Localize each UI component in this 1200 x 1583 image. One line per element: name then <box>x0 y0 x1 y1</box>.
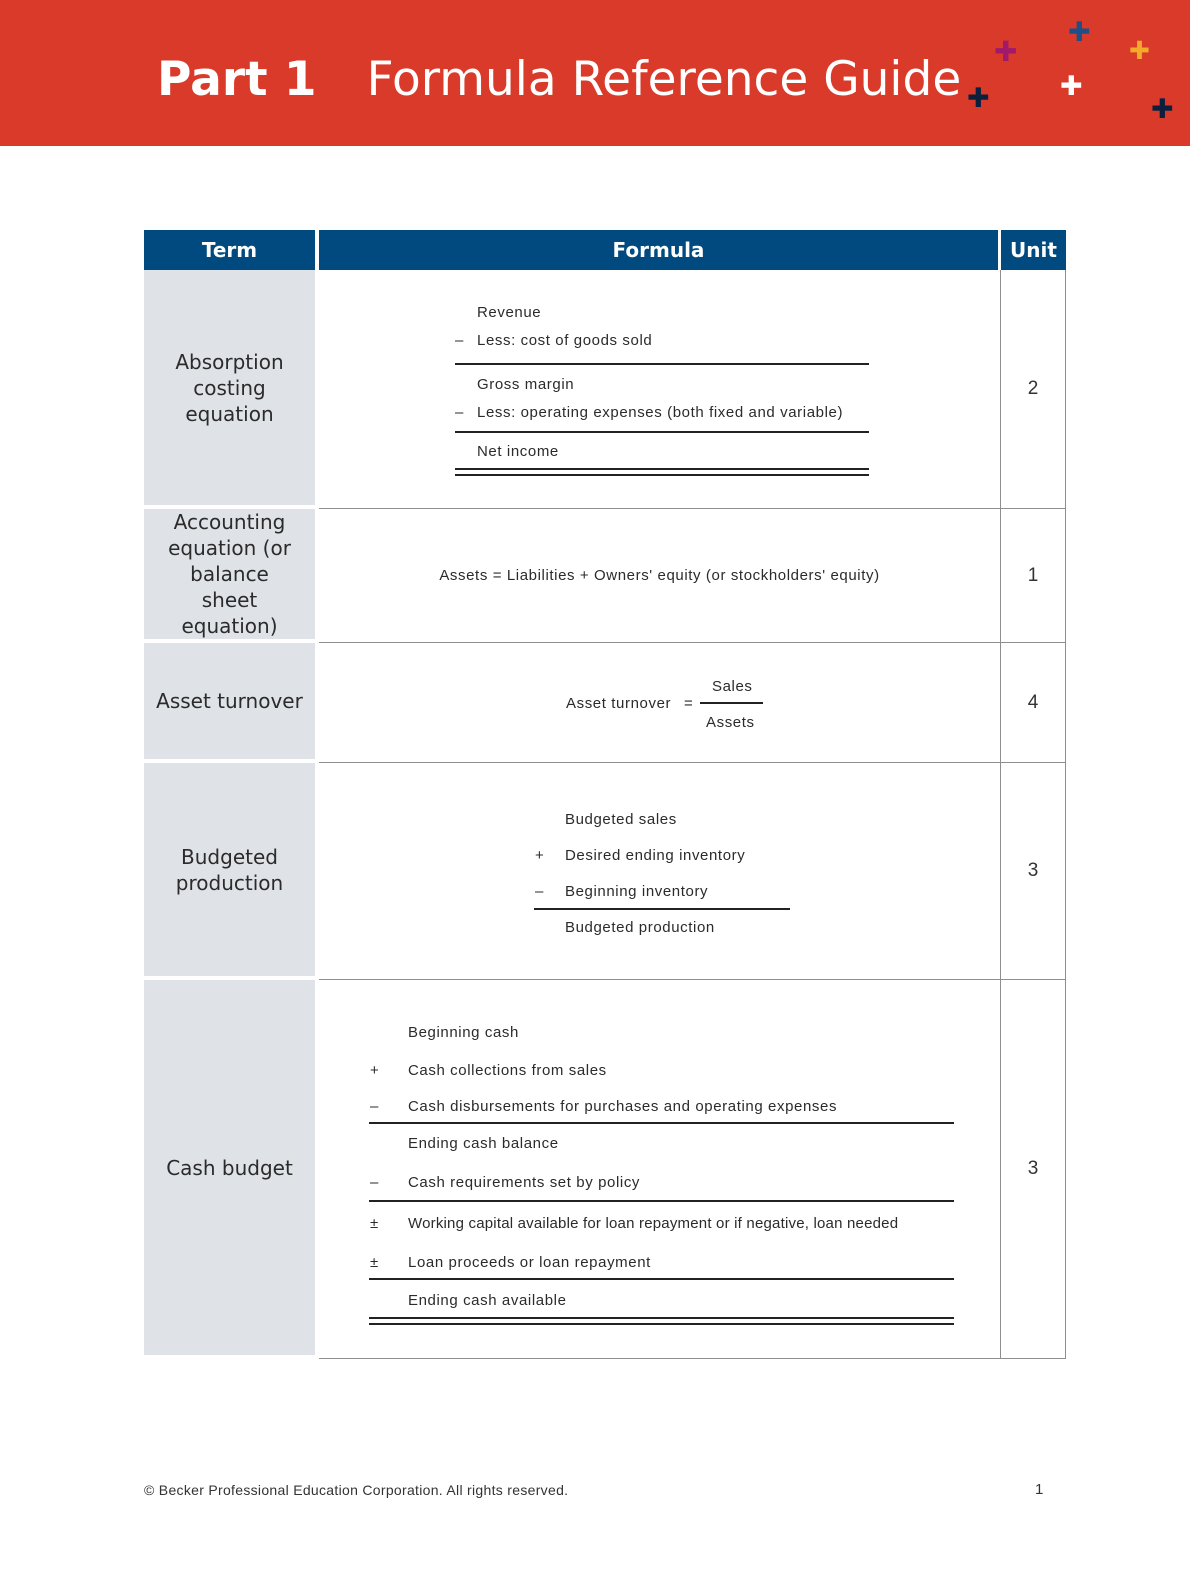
term-label: Asset turnover <box>156 689 303 713</box>
unit-cell: 4 <box>1001 643 1066 763</box>
unit-cell: 3 <box>1001 980 1066 1359</box>
operator-sign: ± <box>370 1254 379 1271</box>
operator-sign: – <box>535 882 544 900</box>
page-title <box>157 48 961 112</box>
column-header-formula: Formula <box>319 230 1001 270</box>
formula-line: Cash disbursements for purchases and operating expenses <box>408 1098 838 1115</box>
formula-line: Revenue <box>477 303 542 321</box>
operator-sign: + <box>535 846 545 864</box>
formula-line: Desired ending inventory <box>565 846 746 864</box>
term-label: Cash budget <box>166 1155 293 1180</box>
term-label: Budgeted production <box>175 844 284 895</box>
operator-sign: + <box>370 1062 380 1079</box>
unit-cell: 1 <box>1001 509 1066 643</box>
footer-copyright: © Becker Professional Education Corporation. All rights reserved. <box>144 1482 569 1498</box>
total-double-rule <box>369 1317 954 1325</box>
fraction-numerator: Sales <box>712 677 753 695</box>
formula-line: Working capital available for loan repayment or if negative, loan needed <box>408 1215 899 1232</box>
plus-cross-icon: ✚ <box>1151 94 1174 125</box>
fraction-bar <box>700 702 763 704</box>
table-header-row <box>144 230 1066 270</box>
unit-cell: 2 <box>1001 270 1066 509</box>
table-row <box>144 270 1066 509</box>
formula-cell <box>319 270 1001 509</box>
column-header-term: Term <box>144 230 319 270</box>
plus-cross-icon: ✚ <box>1129 36 1150 65</box>
formula-line: Ending cash available <box>408 1292 567 1309</box>
table-row <box>144 763 1066 980</box>
subtotal-rule <box>369 1122 954 1124</box>
subtotal-rule <box>369 1278 954 1280</box>
formula-line: Budgeted production <box>565 918 715 936</box>
formula-line: Beginning cash <box>408 1024 519 1041</box>
equals-sign: = <box>684 694 694 712</box>
operator-sign: – <box>455 331 464 349</box>
plus-cross-icon: ✚ <box>967 83 990 114</box>
operator-sign: – <box>370 1174 379 1191</box>
unit-cell: 3 <box>1001 763 1066 980</box>
plus-cross-icon: ✚ <box>994 35 1018 68</box>
total-double-rule <box>455 468 869 476</box>
formula-line: Less: cost of goods sold <box>477 331 653 349</box>
formula-cell <box>319 980 1001 1359</box>
page-number: 1 <box>1035 1481 1044 1498</box>
fraction-denominator: Assets <box>706 713 755 731</box>
header-banner <box>0 0 1190 146</box>
term-cell <box>144 980 319 1359</box>
formula-line: Assets = Liabilities + Owners' equity (or stockholders' equity) <box>439 567 880 584</box>
term-cell <box>144 509 319 643</box>
formula-line: Budgeted sales <box>565 810 677 828</box>
formula-cell <box>319 643 1001 763</box>
subtotal-rule <box>534 908 790 910</box>
formula-line: Loan proceeds or loan repayment <box>408 1254 651 1271</box>
plus-cross-icon: ✚ <box>1060 71 1083 102</box>
term-cell <box>144 643 319 763</box>
formula-line: Beginning inventory <box>565 882 709 900</box>
operator-sign: – <box>455 403 464 421</box>
subtotal-rule <box>455 431 869 433</box>
table-row <box>144 643 1066 763</box>
formula-line: Less: operating expenses (both fixed and variable) <box>477 403 844 421</box>
operator-sign: ± <box>370 1215 379 1232</box>
term-label: Absorption costing equation <box>175 349 284 426</box>
plus-cross-icon: ✚ <box>1068 17 1091 48</box>
term-cell <box>144 763 319 980</box>
guide-title: Formula Reference Guide <box>366 52 962 107</box>
operator-sign: – <box>370 1098 379 1115</box>
term-cell <box>144 270 319 509</box>
formula-line: Ending cash balance <box>408 1135 559 1152</box>
formula-cell <box>319 763 1001 980</box>
formula-line: Net income <box>477 442 559 460</box>
formula-table <box>144 230 1066 1359</box>
formula-cell <box>319 509 1001 643</box>
term-label: Accounting equation (or balance sheet equation) <box>168 510 291 638</box>
table-row <box>144 980 1066 1359</box>
subtotal-rule <box>455 363 869 365</box>
formula-line: Cash collections from sales <box>408 1062 607 1079</box>
formula-line: Cash requirements set by policy <box>408 1174 641 1191</box>
part-label: Part 1 <box>157 52 317 107</box>
column-header-unit: Unit <box>1001 230 1066 270</box>
formula-lhs: Asset turnover <box>566 694 672 712</box>
formula-line: Gross margin <box>477 375 575 393</box>
table-row <box>144 509 1066 643</box>
subtotal-rule <box>369 1200 954 1202</box>
